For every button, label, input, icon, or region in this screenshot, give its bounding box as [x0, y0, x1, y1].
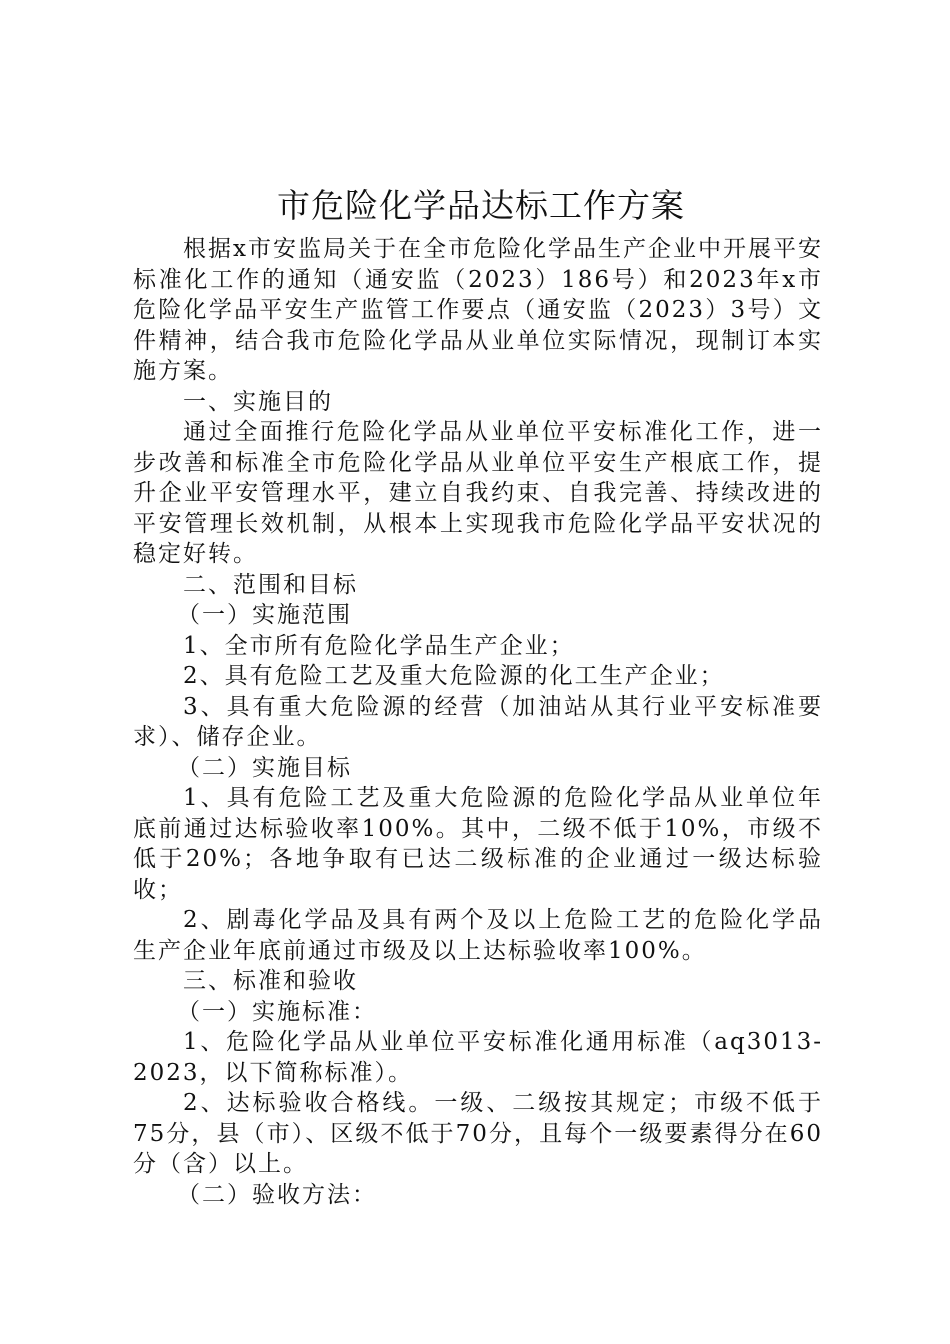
list-item-scope-2: 2、具有危险工艺及重大危险源的化工生产企业；: [183, 663, 725, 689]
list-item-standard-2: 2、达标验收合格线。一级、二级按其规定；市级不低于75分，县（市）、区级不低于70分，且每个一级要素得分在60分（含）以上。: [133, 1090, 823, 1177]
subheading-scope: （一）实施范围: [177, 602, 352, 628]
heading-section-3: 三、标准和验收: [183, 968, 358, 994]
list-item-scope-3: 3、具有重大危险源的经营（加油站从其行业平安标准要求）、储存企业。: [133, 693, 823, 750]
document-body: [133, 234, 823, 1210]
list-item-goal-2: 2、剧毒化学品及具有两个及以上危险工艺的危险化学品生产企业年底前通过市级及以上达标验收率100%。: [133, 907, 823, 964]
list-item-scope-1: 1、全市所有危险化学品生产企业；: [183, 632, 575, 659]
list-item-goal-1: 1、具有危险工艺及重大危险源的危险化学品从业单位年底前通过达标验收率100%。其中，二级不低于10%，市级不低于20%；各地争取有已达二级标准的企业通过一级达标验收；: [133, 785, 823, 903]
list-item-standard-1: 1、危险化学品从业单位平安标准化通用标准（aq3013-2023，以下简称标准）。: [133, 1029, 823, 1086]
subheading-goals: （二）实施目标: [177, 754, 352, 781]
paragraph-purpose: 通过全面推行危险化学品从业单位平安标准化工作，进一步改善和标准全市危险化学品从业单位平安生产根底工作，提升企业平安管理水平，建立自我约束、自我完善、持续改进的平安管理长效机制，从根本上实现我市危险化学品平安状况的稳定好转。: [133, 419, 823, 567]
heading-section-2: 二、范围和目标: [183, 571, 358, 598]
heading-section-1: 一、实施目的: [183, 388, 333, 415]
document-title: 市危险化学品达标工作方案: [277, 186, 685, 225]
subheading-standards: （一）实施标准：: [177, 998, 377, 1025]
paragraph-intro: 根据x市安监局关于在全市危险化学品生产企业中开展平安标准化工作的通知（通安监（2023）186号）和2023年x市危险化学品平安生产监管工作要点（通安监（2023）3号）文件精神，结合我市危险化学品从业单位实际情况，现制订本实施方案。: [133, 236, 823, 384]
subheading-acceptance: （二）验收方法：: [177, 1181, 377, 1208]
